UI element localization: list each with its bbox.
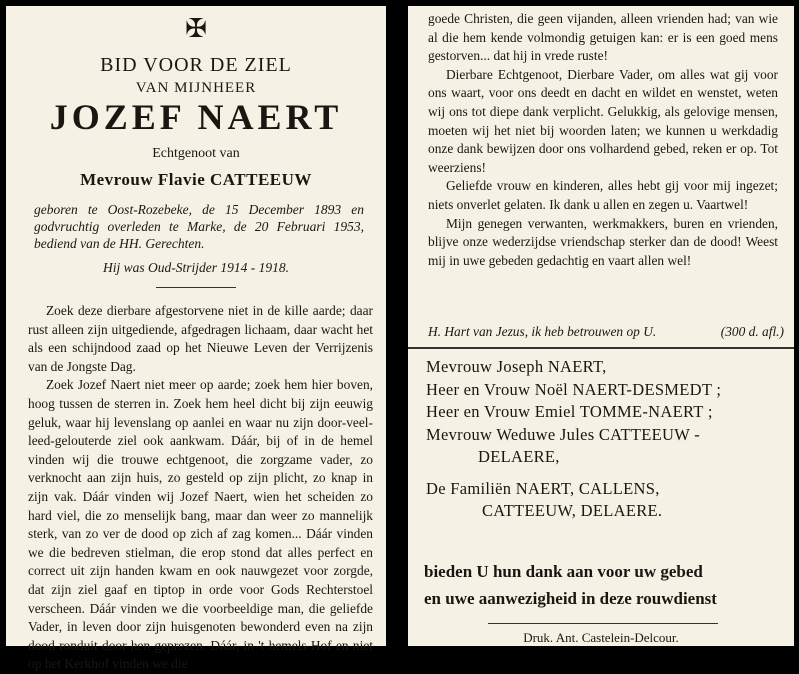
paragraph: Geliefde vrouw en kinderen, alles hebt gij voor mij ingezet; niets onverlet gelaten. Ik dank u allen en zegen u. Vaartwel! xyxy=(428,178,778,212)
card-subheading: VAN MIJNHEER xyxy=(135,80,257,96)
family-list xyxy=(426,356,788,523)
divider xyxy=(156,287,236,288)
divider xyxy=(488,623,718,624)
paragraph: Mijn genegen verwanten, werkmakkers, buren en vrienden, blijve onze wederzijdse vriendschap sterker dan de dood! Weest mij in uwe gebeden gedachtig en vaart allen wel! xyxy=(428,215,778,268)
thanks-text xyxy=(424,558,786,612)
prayer-line xyxy=(428,324,784,340)
family-line: Mevrouw Weduwe Jules CATTEEUW - xyxy=(426,424,701,444)
memorial-card-right-page xyxy=(408,6,794,646)
veteran-text: Hij was Oud-Strijder 1914 - 1918. xyxy=(102,260,289,275)
thanks-line: bieden U hun dank aan voor uw gebed xyxy=(424,562,703,581)
paragraph: Zoek Jozef Naert niet meer op aarde; zoek hem hier boven, hoog tussen de sterren in. Zoek hem heel dicht bij zijn eeuwig geluk, waar hij levenslang op aanlei en waar nu zijn door-veel-leed-gelouterde ziel ook aankwam. Dáár, bij of in de hemel vinden wij die trouwe echtgenoot, die zorgzame vader, zo verknocht aan zijn huis, zo gesteld op zijn plicht, zo knap in zijn vak. Dáár vinden wij Jozef Naert, wien het scheiden zo hard viel, die zo menselijk bang, maar dan weer zo mannelijk sterk, van zo ver de dood op zich af zag komen... Dáár vinden we die bedreven stielman, die erop stond dat alles perfect en correct uit zijn handen kwam en ook nauwgezet voor zorgde, dat zijn ziel gaaf en tiptop in orde voor Gods Rechterstoel verscheen. Dáár vinden we die voorbeeldige man, die geliefde Vader, in leven door zijn huisgenoten bewonderd even na zijn dood ronduit door hen geprezen. Dáár, in 't hemels Hof en niet op het Kerkhof vinden we die xyxy=(28,377,373,672)
birth-death-text: geboren te Oost-Rozebeke, de 15 December 1893 en godvruchtig overleden te Marke, de 20 Februari 1953, bediend van de HH. Gerechten. xyxy=(34,202,364,251)
cross-icon: ✠ xyxy=(185,14,207,44)
prayer-text: H. Hart van Jezus, ik heb betrouwen op U. xyxy=(428,324,657,339)
spouse-name: Mevrouw Flavie CATTEEUW xyxy=(80,170,312,189)
family-line: De Familiën NAERT, CALLENS, xyxy=(426,478,660,498)
thanks-line: en uwe aanwezigheid in deze rouwdienst xyxy=(424,589,717,608)
indulgence-text: (300 d. afl.) xyxy=(720,324,784,339)
family-line: Mevrouw Joseph NAERT, xyxy=(426,357,607,376)
memorial-body-text xyxy=(28,302,373,674)
paragraph: Dierbare Echtgenoot, Dierbare Vader, om alles wat gij voor ons waart, voor ons deedt en dacht en wildet en wenstet, weten wij ons tot diepe dank verplicht. Gelukkig, als gelovige mensen, moeten wij het niet bij woorden laten; we kunnen u werkdadig onze dank bewijzen door ons volhardend gebed, reken er op. Tot weerziens! xyxy=(428,66,778,175)
section-divider xyxy=(408,347,794,349)
family-line: CATTEEUW, DELAERE. xyxy=(482,501,663,520)
family-line: DELAERE, xyxy=(478,447,560,466)
deceased-name: JOZEF NAERT xyxy=(49,97,343,137)
card-heading: BID VOOR DE ZIEL xyxy=(100,54,292,76)
family-line: Heer en Vrouw Noël NAERT-DESMEDT ; xyxy=(426,379,722,399)
farewell-text xyxy=(428,10,778,270)
family-line: Heer en Vrouw Emiel TOMME-NAERT ; xyxy=(426,402,713,421)
paragraph: Zoek deze dierbare afgestorvene niet in de kille aarde; daar rust alleen zijn uitgediende, afgedragen lichaam, daar wacht het als een schijndood zaad op het Nieuwe Leven der Verrijzenis van de Jongste Dag. xyxy=(28,303,373,374)
memorial-card-left-page xyxy=(6,6,386,672)
printer-credit: Druk. Ant. Castelein-Delcour. xyxy=(523,630,679,645)
paragraph: goede Christen, die geen vijanden, alleen vrienden had; van wie al die hem kende volmondig getuigen kan: er is een goed mens gestorven... dat hij in vrede ruste! xyxy=(428,11,778,64)
spouse-label: Echtgenoot van xyxy=(152,146,240,161)
